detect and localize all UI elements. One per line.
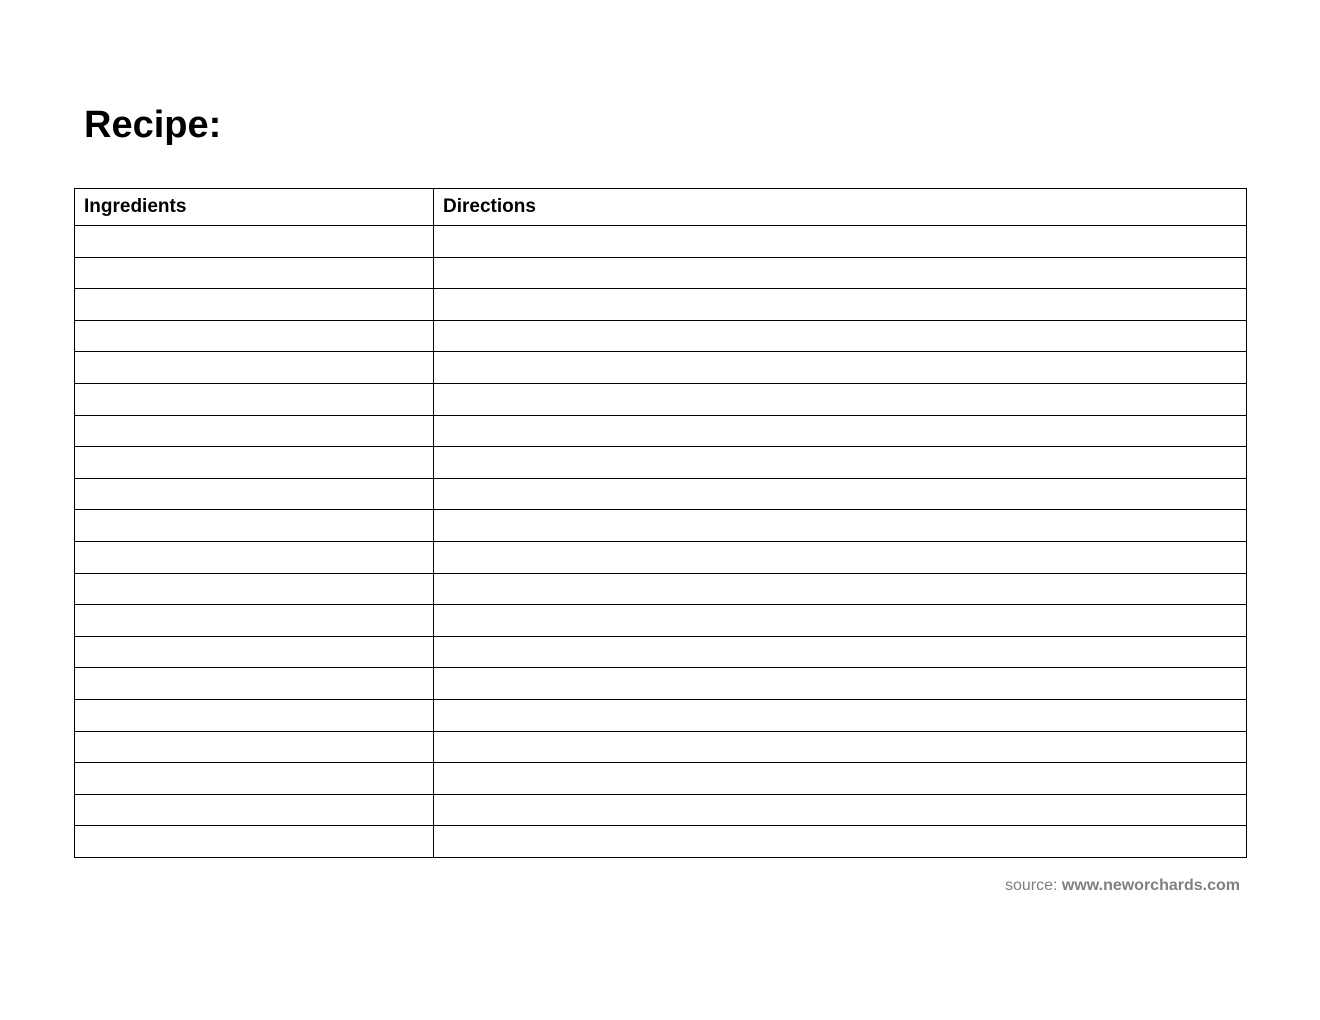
ingredient-cell[interactable] [75, 352, 434, 384]
source-label: source: [1004, 877, 1058, 894]
direction-cell[interactable] [434, 478, 1247, 510]
direction-cell[interactable] [434, 573, 1247, 605]
direction-cell[interactable] [434, 636, 1247, 668]
table-row [75, 478, 1247, 510]
page-title: Recipe: [84, 104, 222, 146]
table-row [75, 605, 1247, 637]
table-row [75, 257, 1247, 289]
direction-cell[interactable] [434, 668, 1247, 700]
table-row [75, 763, 1247, 795]
direction-cell[interactable] [434, 605, 1247, 637]
directions-header: Directions [434, 189, 1247, 226]
ingredient-cell[interactable] [75, 826, 434, 858]
table-row [75, 668, 1247, 700]
table-row [75, 636, 1247, 668]
ingredient-cell[interactable] [75, 383, 434, 415]
ingredient-cell[interactable] [75, 226, 434, 258]
ingredient-cell[interactable] [75, 668, 434, 700]
table-header-row [75, 189, 1247, 226]
ingredient-cell[interactable] [75, 794, 434, 826]
ingredient-cell[interactable] [75, 289, 434, 321]
direction-cell[interactable] [434, 826, 1247, 858]
direction-cell[interactable] [434, 541, 1247, 573]
source-link[interactable]: www.neworchards.com [1061, 877, 1240, 894]
ingredient-cell[interactable] [75, 541, 434, 573]
direction-cell[interactable] [434, 731, 1247, 763]
direction-cell[interactable] [434, 510, 1247, 542]
table-row [75, 383, 1247, 415]
table-row [75, 731, 1247, 763]
ingredient-cell[interactable] [75, 636, 434, 668]
direction-cell[interactable] [434, 699, 1247, 731]
table-body [75, 226, 1247, 858]
table-row [75, 573, 1247, 605]
table-row [75, 794, 1247, 826]
source-note [1005, 877, 1240, 895]
table-row [75, 447, 1247, 479]
ingredient-cell[interactable] [75, 605, 434, 637]
direction-cell[interactable] [434, 257, 1247, 289]
table-row [75, 415, 1247, 447]
ingredient-cell[interactable] [75, 447, 434, 479]
ingredients-header: Ingredients [75, 189, 434, 226]
direction-cell[interactable] [434, 320, 1247, 352]
direction-cell[interactable] [434, 226, 1247, 258]
recipe-table [74, 188, 1247, 858]
ingredient-cell[interactable] [75, 415, 434, 447]
ingredient-cell[interactable] [75, 573, 434, 605]
direction-cell[interactable] [434, 794, 1247, 826]
direction-cell[interactable] [434, 289, 1247, 321]
ingredient-cell[interactable] [75, 731, 434, 763]
ingredient-cell[interactable] [75, 510, 434, 542]
ingredient-cell[interactable] [75, 478, 434, 510]
ingredient-cell[interactable] [75, 320, 434, 352]
table-row [75, 352, 1247, 384]
direction-cell[interactable] [434, 447, 1247, 479]
direction-cell[interactable] [434, 352, 1247, 384]
table-row [75, 289, 1247, 321]
direction-cell[interactable] [434, 763, 1247, 795]
ingredient-cell[interactable] [75, 699, 434, 731]
ingredient-cell[interactable] [75, 257, 434, 289]
direction-cell[interactable] [434, 383, 1247, 415]
ingredient-cell[interactable] [75, 763, 434, 795]
table-row [75, 699, 1247, 731]
table-row [75, 226, 1247, 258]
table-row [75, 320, 1247, 352]
table-row [75, 541, 1247, 573]
table-row [75, 510, 1247, 542]
table-row [75, 826, 1247, 858]
direction-cell[interactable] [434, 415, 1247, 447]
